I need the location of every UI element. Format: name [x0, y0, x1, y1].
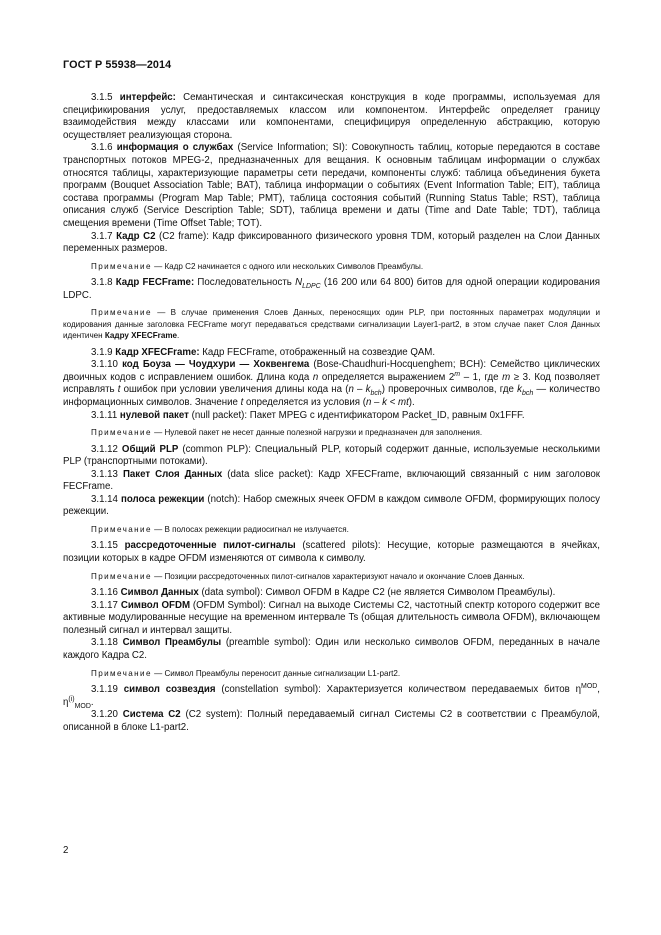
note-3-1-14: Примечание — В полосах режекции радиосигнал не излучается.	[91, 525, 349, 535]
definition-3-1-11: 3.1.11 нулевой пакет (null packet): Пакет MPEG с идентификатором Packet_ID, равным 0x1FFF.	[91, 409, 525, 421]
note-label: Примечание	[91, 261, 152, 271]
term: нулевой пакет	[119, 409, 189, 421]
term: код Боуза — Чоудхури — Хоквенгема	[122, 359, 310, 371]
note-label: Примечание	[91, 428, 152, 438]
term: Кадр FECFrame:	[115, 277, 195, 289]
term: Символ Преамбулы	[122, 637, 222, 649]
definition-3-1-15: 3.1.15 рассредоточенные пилот-сигналы (scattered pilots): Несущие, которые размещаются в ячейках, позиции которых в кадре OFDM изменяются от символа к символу.	[63, 540, 600, 565]
definition-3-1-7: 3.1.7 Кадр C2 (C2 frame): Кадр фиксированного физического уровня TDM, который разделен на Слои Данных переменных размеров.	[63, 230, 600, 255]
term: Пакет Слоя Данных	[122, 468, 223, 480]
term: Кадр XFECFrame:	[115, 346, 200, 358]
note-3-1-7: Примечание — Кадр C2 начинается с одного или нескольких Символов Преамбулы.	[91, 261, 424, 271]
page-number: 2	[63, 845, 69, 856]
note-3-1-18: Примечание — Символ Преамбулы переносит данные сигнализации L1-part2.	[91, 668, 401, 678]
note-label: Примечание	[91, 571, 152, 581]
definition-3-1-8: 3.1.8 Кадр FECFrame: Последовательность $N_{LDPC}$ (16 200 или 64 800) битов для одной операции кодирования LDPC.	[63, 277, 600, 301]
definition-3-1-14: 3.1.14 полоса режекции (notch): Набор смежных ячеек OFDM в каждом символе OFDM, формирующих полосу режекции.	[63, 493, 600, 518]
term: Общий PLP	[121, 443, 179, 455]
definition-3-1-10: 3.1.10 код Боуза — Чоудхури — Хоквенгема (Bose-Chaudhuri-Hocquenghem; BCH): Семейство циклических двоичных кодов с исправлением ошибок. Длина кода n определяется выражением 2$^m$ – 1, где m ≥ 3. Код позволяет исправлять t ошибок при условии увеличения длины кода на $(n - k_{bch})$ проверочных символов, где $k_{bch}$ — количество информационных символов. Значение t определяется из условия (n – k < mt).	[63, 359, 601, 408]
definition-3-1-13: 3.1.13 Пакет Слоя Данных (data slice packet): Кадр XFECFrame, включающий связанный с ним заголовок FECFrame.	[63, 468, 600, 493]
term: рассредоточенные пилот-сигналы	[124, 540, 296, 552]
note-label: Примечание	[91, 525, 152, 535]
note-3-1-15: Примечание — Позиции рассредоточенных пилот-сигналов характеризуют начало и окончание Слоев Данных.	[91, 571, 525, 581]
definition-3-1-16: 3.1.16 Символ Данных (data symbol): Символ OFDM в Кадре C2 (не является Символом Преамбулы).	[91, 587, 556, 599]
definition-3-1-19: 3.1.19 символ созвездия (constellation symbol): Характеризуется количеством передаваемых битов $\eta^{MOD}$, $\eta^{(i)}_{MOD}$.	[63, 682, 600, 710]
note-label: Примечание	[91, 308, 152, 318]
note-label: Примечание	[91, 668, 152, 678]
document-body	[63, 92, 600, 734]
term: Символ Данных	[120, 587, 199, 599]
definition-3-1-12: 3.1.12 Общий PLP (common PLP): Специальный PLP, который содержит данные, используемые несколькими PLP (транспортными потоками).	[63, 443, 600, 468]
definition-3-1-5: 3.1.5 интерфейс: Семантическая и синтаксическая конструкция в коде программы, используемая для спецификирования услуг, предоставляемых классом или компонентом. Интерфейс определяет границу взаимодействия между классами или компонентами, специфицируя определенную абстракцию, которую осуществляет реализующая сторона.	[63, 92, 600, 141]
term: информация о службах	[116, 142, 234, 154]
term: интерфейс:	[119, 92, 176, 103]
definition-3-1-17: 3.1.17 Символ OFDM (OFDM Symbol): Сигнал на выходе Системы C2, частотный спектр которого содержит все активные модулированные несущие на временном интервале Ts (общая длительность символа OFDM), включающем полезный сигнал и интервал защиты.	[63, 599, 600, 636]
document-header: ГОСТ Р 55938—2014	[63, 59, 172, 71]
definition-3-1-9: 3.1.9 Кадр XFECFrame: Кадр FECFrame, отображенный на созвездие QAM.	[91, 346, 436, 358]
definition-3-1-20: 3.1.20 Система C2 (C2 system): Полный передаваемый сигнал Системы C2 в соответствии с Преамбулой, описанной в блоке L1-part2.	[63, 709, 600, 733]
note-3-1-11: Примечание — Нулевой пакет не несет данные полезной нагрузки и предназначен для заполнения.	[91, 428, 483, 438]
definition-3-1-18: 3.1.18 Символ Преамбулы (preamble symbol): Один или несколько символов OFDM, переданных в начале каждого Кадра C2.	[63, 637, 600, 662]
term: полоса режекции	[121, 493, 205, 505]
term: Система C2	[122, 709, 181, 721]
definition-3-1-6: 3.1.6 информация о службах (Service Information; SI): Совокупность таблиц, которые передаются в составе транспортных потоков MPEG-2, предназначенных для вещания. К основным таблицам информации о службах относятся таблицы, характеризующие параметры сети передачи, компоненты служб: таблица объединения букета программ (Bouquet Association Table; BAT), таблица информации о событиях (Event Information Table; EIT), таблица состава программы (Program Map Table; PMT), таблица состояния событий (Running Status Table; RST), таблица описания служб (Service Description Table; SDT), таблица времени и даты (Time and Date Table; TDT), таблица смещения времени (Time Offset Table; TOT).	[63, 142, 601, 229]
term: символ созвездия	[123, 684, 216, 696]
term: Символ OFDM	[120, 599, 191, 611]
note-3-1-8: Примечание — В случае применения Слоев Данных, переносящих один PLP, при постоянных параметрах модуляции и кодирования данные заголовка FECFrame могут передаваться средствами сигнализации Layer1-part2, в этом случае пакет Слоя Данных идентичен Кадру XFECFrame.	[63, 308, 600, 341]
term: Кадр C2	[116, 230, 156, 242]
